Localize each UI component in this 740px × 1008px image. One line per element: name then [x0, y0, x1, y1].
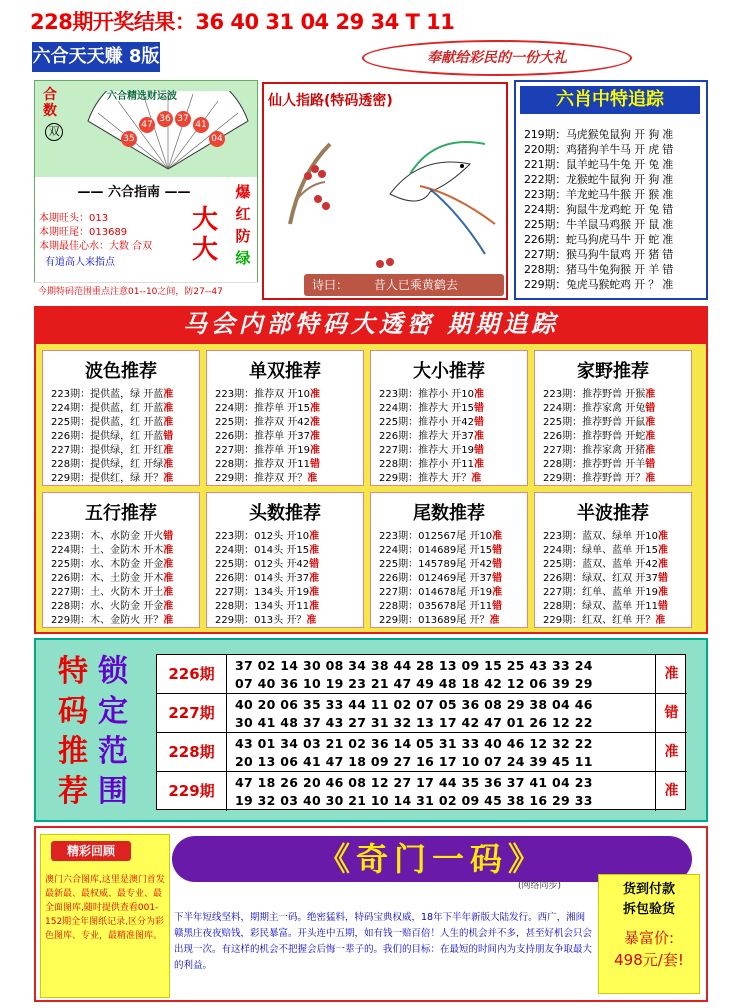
- lock-numbers: 20 13 06 41 47 18 09 27 16 17 10 07 24 39 45 11: [235, 754, 593, 769]
- recommend-row: [51, 469, 173, 484]
- lock-char: 围: [98, 774, 128, 809]
- recommend-result: 错: [492, 573, 503, 584]
- recommend-result: 准: [474, 459, 484, 470]
- recommend-text: 223期：蓝双、绿单 开10: [543, 531, 658, 542]
- recommend-result: 准: [658, 587, 668, 598]
- recommend-row: [543, 469, 655, 484]
- lock-period: 226期: [157, 655, 227, 694]
- recommend-text: 226期：木、土防金 开木: [51, 573, 164, 584]
- recommend-result: 准: [310, 403, 320, 414]
- recommend-result: 准: [163, 615, 174, 626]
- recommend-text: 224期：推荐大 开15: [379, 403, 474, 414]
- lock-row: [157, 733, 687, 772]
- recommend-title: 尾数推荐: [413, 503, 485, 524]
- recommend-result: 准: [163, 403, 174, 414]
- lock-row: [157, 655, 687, 694]
- zhinan-label: 六合指南: [107, 185, 160, 200]
- description: 下半年短线坚料，期期主一码。绝密猛料，特码宝典权威，18年下半年新版大陆发行。西广，湘闽赣黑庄夜夜赔钱，彩民暴富。开头连中五期，如有钱一赔百倍！人生的机会并不多，甚至好机会只会出现一次。有这样的机会不把握会后悔一辈子的。我们的目标：在最短的时间内为支持朋友争取最大的利益。: [174, 912, 593, 971]
- bao-char: 爆: [235, 183, 251, 201]
- recommend-row: [51, 385, 173, 400]
- motto: 有道高人来指点: [45, 257, 115, 268]
- fan-ball: 41: [193, 117, 209, 133]
- zodiac-row: 221期：鼠羊蛇马牛兔 开 兔 准: [524, 158, 674, 171]
- recommend-row: [51, 527, 173, 542]
- recommend-result: 准: [645, 473, 656, 484]
- recommend-result: 错: [474, 445, 484, 456]
- recommend-result: 错: [163, 431, 174, 442]
- left-panel: [34, 80, 258, 302]
- recommend-result: 错: [474, 417, 484, 428]
- recommend-text: 224期：土、金防木 开木: [51, 545, 164, 556]
- bottom-panel: [34, 826, 708, 1002]
- lock-char: 定: [98, 694, 128, 729]
- recommend-text: 228期：水、火防金 开金: [51, 601, 164, 612]
- recommend-result: 准: [645, 417, 656, 428]
- recommend-row: [543, 399, 655, 414]
- qimen-title: 《奇门一码》: [172, 836, 692, 882]
- recommend-text: 225期：145789尾 开42: [379, 559, 493, 570]
- recommend-row: [51, 583, 173, 598]
- recommend-text: 226期：推荐野兽 开蛇: [543, 431, 646, 442]
- recommend-text: 227期：134头 开19: [215, 587, 310, 598]
- recommend-result: 准: [310, 431, 320, 442]
- recommend-cell: [42, 492, 200, 628]
- recommend-row: [215, 399, 320, 414]
- recommend-row: [379, 427, 484, 442]
- recommend-result: 错: [658, 573, 668, 584]
- recommend-row: [543, 597, 668, 612]
- recommend-result: 准: [309, 587, 320, 598]
- recommend-title: 家野推荐: [577, 361, 649, 382]
- recommend-row: [379, 555, 502, 570]
- lock-char: 码: [58, 694, 88, 729]
- lock-period: 228期: [157, 733, 227, 772]
- fan-ball: 36: [157, 111, 173, 127]
- brand-label: 六合天天赚 8版: [32, 42, 160, 72]
- recommend-result: 准: [163, 417, 174, 428]
- fan-ball: 04: [209, 131, 225, 147]
- recommend-result: 准: [163, 389, 174, 400]
- recommend-row: [379, 527, 502, 542]
- recommend-result: 准: [645, 445, 656, 456]
- recommend-grid: [34, 342, 708, 634]
- recommend-title: 半波推荐: [577, 503, 649, 524]
- recommend-text: 228期：推荐双 开11: [215, 459, 310, 470]
- recommend-text: 227期：014678尾 开19: [379, 587, 493, 598]
- recommend-text: 228期：推荐小 开11: [379, 459, 474, 470]
- recommend-result: 准: [310, 445, 320, 456]
- recommend-text: 224期：014689尾 开15: [379, 545, 493, 556]
- recommend-row: [215, 385, 320, 400]
- recommend-row: [215, 527, 319, 542]
- recommend-row: [215, 569, 319, 584]
- recommend-row: [543, 583, 668, 598]
- lock-char: 推: [58, 734, 88, 769]
- recommend-text: 228期：134头 开11: [215, 601, 310, 612]
- recommend-row: [51, 413, 173, 428]
- recommend-text: 226期：推荐单 开37: [215, 431, 310, 442]
- poem-text: 昔人已乘黄鹤去: [373, 278, 458, 292]
- recommend-text: 223期：提供蓝，绿 开蓝: [51, 389, 164, 400]
- recommend-text: 228期：035678尾 开11: [379, 601, 493, 612]
- bao-char: 红: [235, 205, 251, 223]
- top-bar: [0, 0, 740, 36]
- fan-icon: [83, 91, 253, 171]
- fan-box: [35, 81, 257, 177]
- zhinan-heading: —— 六合指南 ——: [77, 185, 191, 200]
- recommend-text: 228期：绿双、蓝单 开11: [543, 601, 658, 612]
- recommend-result: 准: [309, 573, 320, 584]
- recommend-result: 准: [474, 389, 484, 400]
- recommend-text: 223期：木、水防金 开火: [51, 531, 164, 542]
- zodiac-row: 222期：龙猴蛇牛鼠狗 开 狗 准: [524, 173, 674, 186]
- recommend-result: 准: [310, 389, 320, 400]
- recommend-result: 错: [492, 545, 503, 556]
- recommend-text: 229期：木、金防火 开？: [51, 615, 164, 626]
- recommend-row: [379, 597, 502, 612]
- recommend-cell: [370, 350, 528, 486]
- recommend-text: 224期：014头 开15: [215, 545, 310, 556]
- recommend-row: [215, 469, 317, 484]
- recommend-text: 228期：提供绿，红 开绿: [51, 459, 164, 470]
- recommend-row: [215, 555, 319, 570]
- recommend-row: [51, 597, 173, 612]
- recommend-title: 五行推荐: [85, 503, 157, 524]
- zodiac-row: 228期：猪马牛兔狗猴 开 羊 错: [524, 263, 674, 276]
- recommend-result: 准: [645, 431, 656, 442]
- recommend-text: 226期：012469尾 开37: [379, 573, 493, 584]
- recommend-row: [215, 427, 320, 442]
- price-line: 暴富价:: [623, 929, 675, 947]
- recommend-result: 准: [163, 545, 174, 556]
- recommend-title: 波色推荐: [85, 361, 157, 382]
- recommend-result: 准: [163, 559, 174, 570]
- recommend-row: [379, 569, 502, 584]
- lock-result: 准: [655, 772, 687, 811]
- recommend-result: 错: [645, 403, 656, 414]
- recommend-text: 229期：推荐双 开？: [215, 473, 308, 484]
- recommend-row: [379, 441, 484, 456]
- zodiac-row: 229期：兔虎马猴蛇鸡 开 ？ 准: [524, 278, 674, 291]
- bao-char: 绿: [235, 249, 251, 267]
- recommend-result: 准: [658, 531, 668, 542]
- recommend-result: 准: [163, 445, 174, 456]
- recommend-text: 227期：推荐单 开19: [215, 445, 310, 456]
- recommend-row: [379, 399, 484, 414]
- recommend-row: [215, 541, 319, 556]
- bao-char: 防: [235, 227, 251, 245]
- lock-numbers: 40 20 06 35 33 44 11 02 07 05 36 08 29 38 04 46: [235, 697, 593, 712]
- recommend-result: 准: [658, 545, 668, 556]
- recommend-row: [215, 413, 320, 428]
- review-title: 精彩回顾: [51, 841, 131, 861]
- recommend-result: 准: [163, 473, 174, 484]
- recommend-row: [379, 583, 502, 598]
- fan-ball: 35: [121, 131, 137, 147]
- recommend-row: [379, 611, 499, 626]
- recommend-text: 227期：推荐大 开19: [379, 445, 474, 456]
- recommend-cell: [206, 492, 364, 628]
- recommend-row: [379, 541, 502, 556]
- source-note: (网络同步): [518, 881, 562, 891]
- recommend-result: 准: [471, 473, 482, 484]
- recommend-text: 227期：提供绿，红 开红: [51, 445, 164, 456]
- right-title: 六肖中特追踪: [520, 86, 700, 114]
- poem-label: 诗曰：: [312, 278, 349, 292]
- middle-panel: [262, 82, 508, 300]
- recommend-row: [543, 611, 665, 626]
- lock-left-chars: [58, 652, 88, 812]
- fan-ball: 47: [139, 117, 155, 133]
- zodiac-row: 225期：牛羊鼠马鸡猴 开 鼠 准: [524, 218, 674, 231]
- recommend-row: [543, 555, 668, 570]
- recommend-title: 单双推荐: [249, 361, 321, 382]
- recommend-result: 准: [492, 531, 503, 542]
- recommend-cell: [42, 350, 200, 486]
- zodiac-row: 224期：狗鼠牛龙鸡蛇 开 兔 错: [524, 203, 674, 216]
- fan-title: 六合精选财运波: [107, 91, 177, 102]
- lock-result: 准: [655, 733, 687, 772]
- recommend-text: 224期：提供蓝，红 开蓝: [51, 403, 164, 414]
- bao-column: [231, 181, 255, 269]
- recommend-result: 准: [163, 573, 174, 584]
- recommend-result: 错: [163, 531, 174, 542]
- lock-result: 准: [655, 655, 687, 694]
- review-box: [40, 834, 170, 998]
- lock-char: 范: [98, 734, 128, 769]
- recommend-result: 准: [655, 615, 666, 626]
- recommend-row: [215, 597, 319, 612]
- recommend-row: [215, 441, 320, 456]
- heshu-label: 合数: [43, 87, 57, 119]
- recommend-text: 228期：推荐野兽 开羊: [543, 459, 646, 470]
- recommend-cell: [534, 350, 692, 486]
- recommend-text: 224期：推荐家禽 开兔: [543, 403, 646, 414]
- recommend-row: [51, 441, 173, 456]
- lock-numbers: 07 40 36 10 19 23 21 47 49 48 18 42 12 06 39 29: [235, 676, 593, 691]
- recommend-row: [379, 385, 484, 400]
- recommend-text: 223期：推荐野兽 开猴: [543, 389, 646, 400]
- bird-painting-icon: [270, 114, 502, 270]
- recommend-row: [379, 455, 484, 470]
- lock-numbers: 19 32 03 40 30 21 10 14 31 02 09 45 38 16 29 33: [235, 793, 593, 808]
- recommend-result: 错: [492, 601, 503, 612]
- lock-numbers: 43 01 34 03 21 02 36 14 05 31 33 40 46 12 32 22: [235, 736, 593, 751]
- recommend-result: 准: [309, 545, 320, 556]
- price-box: [598, 874, 700, 994]
- lock-row: [157, 772, 687, 811]
- recommend-text: 227期：红单、蓝单 开19: [543, 587, 658, 598]
- heshu-value: 双: [45, 123, 63, 141]
- recommend-text: 223期：推荐小 开10: [379, 389, 474, 400]
- recommend-text: 229期：013头 开？: [215, 615, 307, 626]
- recommend-result: 准: [645, 389, 656, 400]
- recommend-text: 225期：提供蓝，红 开蓝: [51, 417, 164, 428]
- zodiac-row: 227期：猴马狗牛鼠鸡 开 猪 错: [524, 248, 674, 261]
- lock-char: 荐: [58, 774, 88, 809]
- slogan: 奉献给彩民的一份大礼: [362, 40, 632, 76]
- recommend-row: [215, 455, 320, 470]
- lock-period: 229期: [157, 772, 227, 811]
- recommend-title: 大小推荐: [413, 361, 485, 382]
- price-value: 498元/套!: [614, 951, 684, 969]
- dada-mark: 大大: [191, 205, 218, 265]
- recommend-text: 225期：推荐野兽 开鼠: [543, 417, 646, 428]
- recommend-result: 准: [306, 615, 317, 626]
- recommend-row: [51, 455, 173, 470]
- zodiac-row: 220期：鸡猪狗羊牛马 开 虎 错: [524, 143, 674, 156]
- header: [32, 38, 708, 78]
- recommend-text: 223期：012567尾 开10: [379, 531, 493, 542]
- lock-period: 227期: [157, 694, 227, 733]
- recommend-text: 229期：推荐大 开？: [379, 473, 472, 484]
- lock-numbers: 30 41 48 37 43 27 31 32 13 17 42 47 01 26 12 22: [235, 715, 593, 730]
- recommend-text: 225期：012头 开42: [215, 559, 310, 570]
- range-note: 今期特码范围重点注意01--10之间，防27--47: [34, 282, 258, 302]
- recommend-cell: [534, 492, 692, 628]
- recommend-result: 准: [309, 531, 320, 542]
- recommend-row: [543, 527, 668, 542]
- recommend-row: [543, 455, 655, 470]
- lock-table: [156, 654, 686, 810]
- recommend-result: 错: [492, 559, 503, 570]
- recommend-result: 准: [474, 431, 484, 442]
- recommend-text: 226期：014头 开37: [215, 573, 310, 584]
- recommend-result: 错: [310, 459, 320, 470]
- zodiac-row: 219期：马虎猴兔鼠狗 开 狗 准: [524, 128, 674, 141]
- recommend-row: [543, 427, 655, 442]
- recommend-text: 223期：012头 开10: [215, 531, 310, 542]
- recommend-cell: [370, 492, 528, 628]
- big-banner: 马会内部特码大透密 期期追踪: [34, 306, 708, 342]
- zodiac-row: 226期：蛇马狗虎马牛 开 蛇 准: [524, 233, 674, 246]
- right-panel: [514, 80, 708, 300]
- recommend-row: [379, 413, 484, 428]
- recommend-text: 225期：推荐双 开42: [215, 417, 310, 428]
- recommend-row: [543, 541, 668, 556]
- price-line: 货到付款: [622, 882, 675, 897]
- fan-ball: 37: [175, 111, 191, 127]
- recommend-result: 准: [310, 417, 320, 428]
- wang-tou: 本期旺头：013: [39, 213, 109, 224]
- recommend-row: [543, 441, 655, 456]
- recommend-result: 错: [658, 601, 668, 612]
- recommend-text: 226期：绿双、红双 开37: [543, 573, 658, 584]
- review-text: 澳门六合图库,这里是澳门首发最新最、最权威、最专业、最全面图库,随时提供查看001-152期全年图纸记录,区分为彩色图库、专业，最精准图库。: [45, 875, 165, 941]
- recommend-text: 225期：推荐小 开42: [379, 417, 474, 428]
- recommend-result: 错: [645, 459, 656, 470]
- recommend-row: [51, 541, 173, 556]
- recommend-row: [215, 583, 319, 598]
- poem-bar: [304, 274, 504, 296]
- lock-range-panel: [34, 638, 708, 822]
- recommend-text: 229期：013689尾 开？: [379, 615, 490, 626]
- recommend-row: [215, 611, 316, 626]
- recommend-text: 229期：提供红，绿 开？: [51, 473, 164, 484]
- recommend-text: 226期：推荐大 开37: [379, 431, 474, 442]
- recommend-row: [379, 469, 481, 484]
- recommend-row: [51, 569, 173, 584]
- lock-char: 锁: [98, 654, 128, 689]
- recommend-row: [543, 385, 655, 400]
- recommend-row: [51, 399, 173, 414]
- recommend-text: 227期：土、火防木 开土: [51, 587, 164, 598]
- recommend-text: 226期：提供绿，红 开蓝: [51, 431, 164, 442]
- price-line: 拆包验货: [622, 902, 675, 917]
- recommend-text: 223期：推荐双 开10: [215, 389, 310, 400]
- recommend-result: 错: [474, 403, 484, 414]
- recommend-title: 头数推荐: [249, 503, 321, 524]
- recommend-text: 224期：绿单、蓝单 开15: [543, 545, 658, 556]
- wang-wei: 本期旺尾：013689: [39, 227, 128, 238]
- recommend-result: 准: [307, 473, 318, 484]
- zodiac-row: 223期：羊龙蛇马牛猴 开 猴 准: [524, 188, 674, 201]
- lock-char: 特: [58, 654, 88, 689]
- best-pick: 本期最佳心水：大数 合双: [39, 241, 153, 252]
- recommend-text: 229期：推荐野兽 开？: [543, 473, 646, 484]
- middle-title: 仙人指路(特码透密): [268, 93, 393, 109]
- recommend-result: 准: [163, 601, 174, 612]
- recommend-result: 准: [163, 459, 174, 470]
- recommend-result: 准: [658, 559, 668, 570]
- recommend-text: 229期：红双、红单 开？: [543, 615, 656, 626]
- recommend-row: [543, 413, 655, 428]
- recommend-row: [51, 427, 173, 442]
- recommend-row: [51, 611, 173, 626]
- lock-numbers: 37 02 14 30 08 34 38 44 28 13 09 15 25 43 33 24: [235, 658, 593, 673]
- recommend-result: 准: [492, 587, 503, 598]
- lock-result: 错: [655, 694, 687, 733]
- lock-row: [157, 694, 687, 733]
- recommend-row: [543, 569, 668, 584]
- recommend-text: 227期：推荐家禽 开猪: [543, 445, 646, 456]
- recommend-cell: [206, 350, 364, 486]
- recommend-result: 错: [309, 559, 320, 570]
- recommend-row: [51, 555, 173, 570]
- recommend-text: 224期：推荐单 开15: [215, 403, 310, 414]
- recommend-result: 准: [489, 615, 500, 626]
- recommend-result: 准: [309, 601, 320, 612]
- recommend-text: 225期：水、木防金 开金: [51, 559, 164, 570]
- recommend-text: 225期：蓝双、蓝单 开42: [543, 559, 658, 570]
- recommend-result: 准: [163, 587, 174, 598]
- result-title: 228期开奖结果：36 40 31 04 29 34 T 11: [30, 10, 455, 34]
- lock-right-chars: [98, 652, 128, 812]
- lock-numbers: 47 18 26 20 46 08 12 27 17 44 35 36 37 41 04 23: [235, 775, 593, 790]
